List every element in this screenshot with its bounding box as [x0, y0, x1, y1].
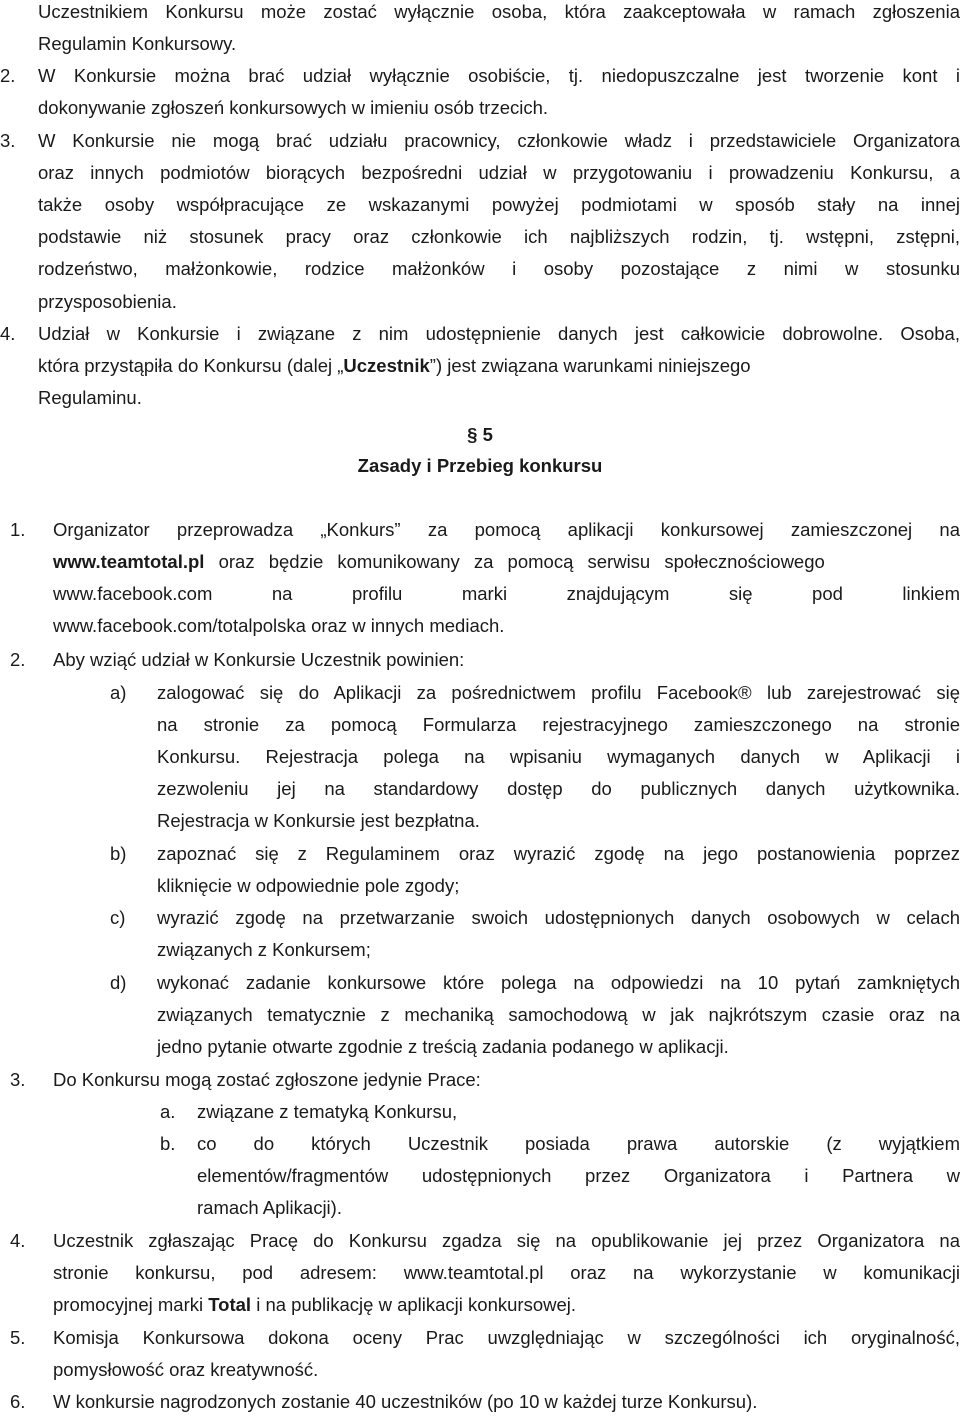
intro-line: Regulamin Konkursowy. — [38, 33, 237, 54]
paragraph-line: jedno pytanie otwarte zgodnie z treścią zadania podanego w aplikacji. — [157, 1036, 729, 1057]
paragraph-line: W konkursie nagrodzonych zostanie 40 uczestników (po 10 w każdej turze Konkursu). — [53, 1391, 758, 1412]
item-number: 2. — [0, 65, 16, 86]
paragraph-line: www.facebook.com/totalpolska oraz w innych mediach. — [53, 615, 505, 636]
paragraph-line: W Konkursie można brać udział wyłącznie osobiście, tj. niedopuszczalne jest tworzenie kont i — [38, 65, 960, 86]
item-number: 3. — [10, 1069, 26, 1090]
paragraph-line: związanych tematycznie z mechaniką samochodową w jak najkrótszym czasie oraz na — [157, 1004, 960, 1025]
text-span — [38, 354, 751, 380]
paragraph-line: zalogować się do Aplikacji za pośrednictwem profilu Facebook® lub zarejestrować się — [157, 682, 960, 703]
subitem-label: d) — [110, 972, 127, 993]
item-number: 2. — [10, 649, 26, 670]
paragraph-line: zapoznać się z Regulaminem oraz wyrazić zgodę na jego postanowienia poprzez — [157, 843, 960, 864]
bold-term: Total — [208, 1294, 252, 1315]
paragraph-line: Do Konkursu mogą zostać zgłoszone jedynie Prace: — [53, 1069, 481, 1090]
paragraph-line: oraz innych podmiotów biorących bezpośredni udział w przygotowaniu i prowadzeniu Konkursu, a — [38, 162, 960, 183]
text-fragment: promocyjnej marki — [53, 1294, 209, 1315]
paragraph-line: Uczestnik zgłaszając Pracę do Konkursu zgadza się na opublikowanie jej przez Organizatora na — [53, 1230, 960, 1251]
section-number: § 5 — [467, 424, 493, 445]
paragraph-line: Organizator przeprowadza „Konkurs” za pomocą aplikacji konkursowej zamieszczonej na — [53, 519, 960, 540]
paragraph-line: Regulaminu. — [38, 387, 142, 408]
paragraph-line: na stronie za pomocą Formularza rejestracyjnego zamieszczonego na stronie — [157, 714, 960, 735]
bold-term: Uczestnik — [343, 355, 430, 376]
paragraph-line: Rejestracja w Konkursie jest bezpłatna. — [157, 810, 480, 831]
paragraph-line: elementów/fragmentów udostępnionych przez Organizatora i Partnera w — [197, 1165, 960, 1186]
item-number: 5. — [10, 1327, 26, 1348]
subitem-label: b) — [110, 843, 127, 864]
item-number: 4. — [10, 1230, 26, 1251]
paragraph-line: przysposobienia. — [38, 291, 177, 312]
section-title: Zasady i Przebieg konkursu — [357, 455, 603, 476]
paragraph-line: zezwoleniu jej na standardowy dostęp do publicznych danych użytkownika. — [157, 778, 960, 799]
paragraph-line — [53, 1293, 576, 1319]
intro-line: Uczestnikiem Konkursu może zostać wyłącznie osoba, która zaakceptowała w ramach zgłoszenia — [38, 1, 960, 22]
text-fragment: ”) jest związana warunkami niniejszego — [429, 355, 751, 376]
subitem-label: c) — [110, 907, 126, 928]
item-number: 4. — [0, 323, 16, 344]
paragraph-line: Aby wziąć udział w Konkursie Uczestnik powinien: — [53, 649, 465, 670]
paragraph-line: www.facebook.com na profilu marki znajdującym się pod linkiem — [53, 583, 960, 604]
paragraph-line: rodzeństwo, małżonkowie, rodzice małżonków i osoby pozostające z nimi w stosunku — [38, 258, 960, 279]
paragraph-line: wykonać zadanie konkursowe które polega na odpowiedzi na 10 pytań zamkniętych — [157, 972, 960, 993]
paragraph-line — [38, 354, 960, 380]
text-fragment: oraz będzie komunikowany za pomocą serwisu społecznościowego — [204, 551, 825, 572]
paragraph-line — [53, 550, 960, 576]
paragraph-line: kliknięcie w odpowiednie pole zgody; — [157, 875, 460, 896]
item-number: 1. — [10, 519, 26, 540]
paragraph-line: Konkursu. Rejestracja polega na wpisaniu wymaganych danych w Aplikacji i — [157, 746, 960, 767]
paragraph-line: pomysłowość oraz kreatywność. — [53, 1359, 319, 1380]
subitem-label: a) — [110, 682, 127, 703]
text-fragment: i na publikację w aplikacji konkursowej. — [251, 1294, 577, 1315]
paragraph-line: związane z tematyką Konkursu, — [197, 1101, 458, 1122]
subitem-label: a. — [160, 1101, 176, 1122]
text-fragment: która przystąpiła do Konkursu (dalej „ — [38, 355, 344, 376]
paragraph-line: co do których Uczestnik posiada prawa autorskie (z wyjątkiem — [197, 1133, 960, 1154]
paragraph-line: także osoby współpracujące ze wskazanymi powyżej podmiotami w sposób stały na innej — [38, 194, 960, 215]
paragraph-line: związanych z Konkursem; — [157, 939, 371, 960]
paragraph-line: stronie konkursu, pod adresem: www.teamtotal.pl oraz na wykorzystanie w komunikacji — [53, 1262, 960, 1283]
item-number: 6. — [10, 1391, 26, 1412]
subitem-label: b. — [160, 1133, 176, 1154]
paragraph-line: dokonywanie zgłoszeń konkursowych w imieniu osób trzecich. — [38, 97, 549, 118]
paragraph-line: ramach Aplikacji). — [197, 1197, 342, 1218]
paragraph-line: W Konkursie nie mogą brać udziału pracownicy, członkowie władz i przedstawiciele Organizatora — [38, 130, 960, 151]
paragraph-line: Udział w Konkursie i związane z nim udostępnienie danych jest całkowicie dobrowolne. Osoba, — [38, 323, 960, 344]
link-text[interactable]: www.teamtotal.pl — [53, 551, 205, 572]
paragraph-line: podstawie niż stosunek pracy oraz członkowie ich najbliższych rodzin, tj. wstępni, zstępni, — [38, 226, 960, 247]
item-number: 3. — [0, 130, 16, 151]
paragraph-line: Komisja Konkursowa dokona oceny Prac uwzględniając w szczególności ich oryginalność, — [53, 1327, 960, 1348]
paragraph-line: wyrazić zgodę na przetwarzanie swoich udostępnionych danych osobowych w celach — [157, 907, 960, 928]
